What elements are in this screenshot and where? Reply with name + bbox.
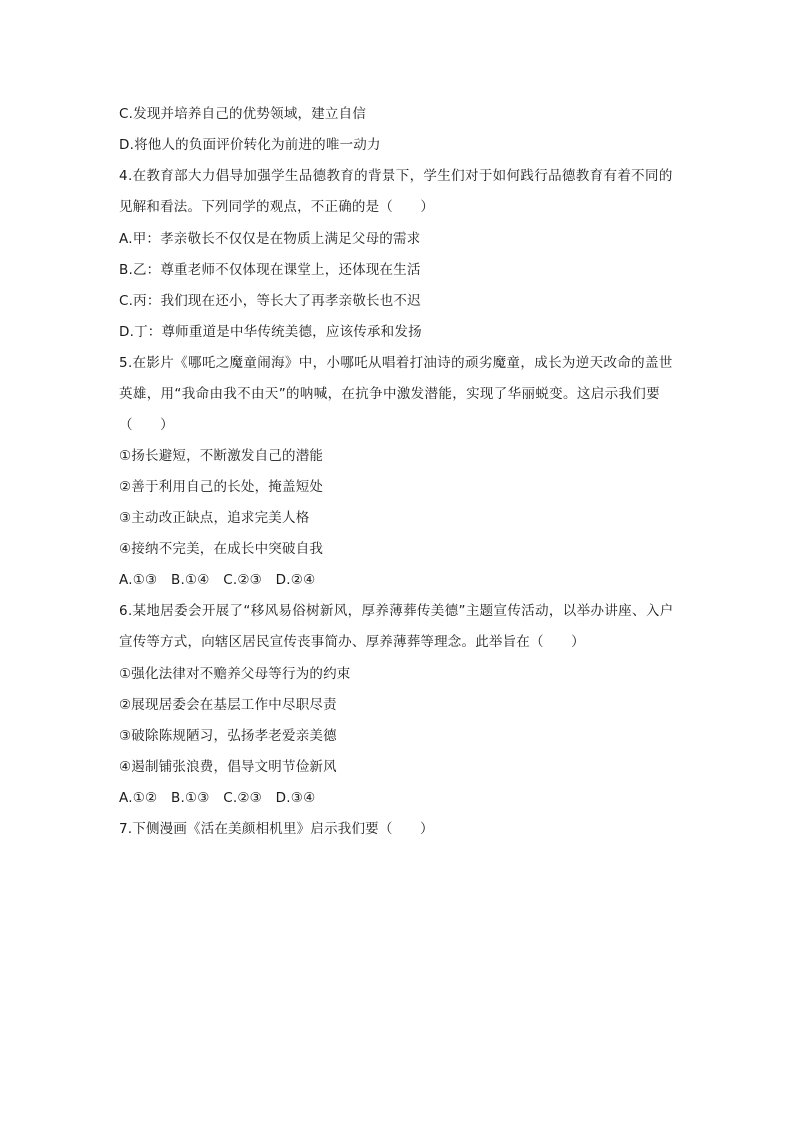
question-4-option-b: B.乙：尊重老师不仅体现在课堂上，还体现在生活 <box>119 262 421 278</box>
question-5-statement-4: ④接纳不完美，在成长中突破自我 <box>119 541 324 557</box>
question-4-option-d: D.丁：尊师重道是中华传统美德，应该传承和发扬 <box>119 324 422 340</box>
question-5-statement-3: ③主动改正缺点，追求完美人格 <box>119 510 310 526</box>
question-5-stem-line-2: 英雄，用“我命由我不由天”的呐喊，在抗争中激发潜能，实现了华丽蜕变。这启示我们要 <box>119 386 660 402</box>
question-6-choices: A.①② B.①③ C.②③ D.③④ <box>119 790 316 806</box>
question-6-statement-3: ③破除陈规陋习，弘扬孝老爱亲美德 <box>119 728 337 744</box>
question-4-stem-line-1: 4.在教育部大力倡导加强学生品德教育的背景下，学生们对于如何践行品德教育有着不同的 <box>119 168 673 184</box>
question-6-stem-line-2: 宣传等方式，向辖区居民宣传丧事简办、厚养薄葬等理念。此举旨在（ ） <box>119 634 585 650</box>
question-6-statement-4: ④遏制铺张浪费，倡导文明节俭新风 <box>119 759 337 775</box>
question-6-statement-1: ①强化法律对不赡养父母等行为的约束 <box>119 666 351 682</box>
question-5-stem-line-3: （ ） <box>119 417 174 433</box>
option-c-prev: C.发现并培养自己的优势领域，建立自信 <box>119 106 367 122</box>
question-6-statement-2: ②展现居委会在基层工作中尽职尽责 <box>119 697 337 713</box>
option-d-prev: D.将他人的负面评价转化为前进的唯一动力 <box>119 137 381 153</box>
question-4-option-c: C.丙：我们现在还小，等长大了再孝亲敬长也不迟 <box>119 293 421 309</box>
question-5-stem-line-1: 5.在影片《哪吒之魔童闹海》中，小哪吒从唱着打油诗的顽劣魔童，成长为逆天改命的盖世 <box>119 355 673 371</box>
question-6-stem-line-1: 6.某地居委会开展了“移风易俗树新风，厚养薄葬传美德”主题宣传活动，以举办讲座、入户 <box>119 603 674 619</box>
question-5-choices: A.①③ B.①④ C.②③ D.②④ <box>119 572 316 588</box>
question-5-statement-1: ①扬长避短，不断激发自己的潜能 <box>119 448 324 464</box>
question-4-stem-line-2: 见解和看法。下列同学的观点，不正确的是（ ） <box>119 199 435 215</box>
question-4-option-a: A.甲：孝亲敬长不仅仅是在物质上满足父母的需求 <box>119 231 421 247</box>
question-5-statement-2: ②善于利用自己的长处，掩盖短处 <box>119 479 324 495</box>
question-7-stem: 7.下侧漫画《活在美颜相机里》启示我们要（ ） <box>119 821 434 837</box>
